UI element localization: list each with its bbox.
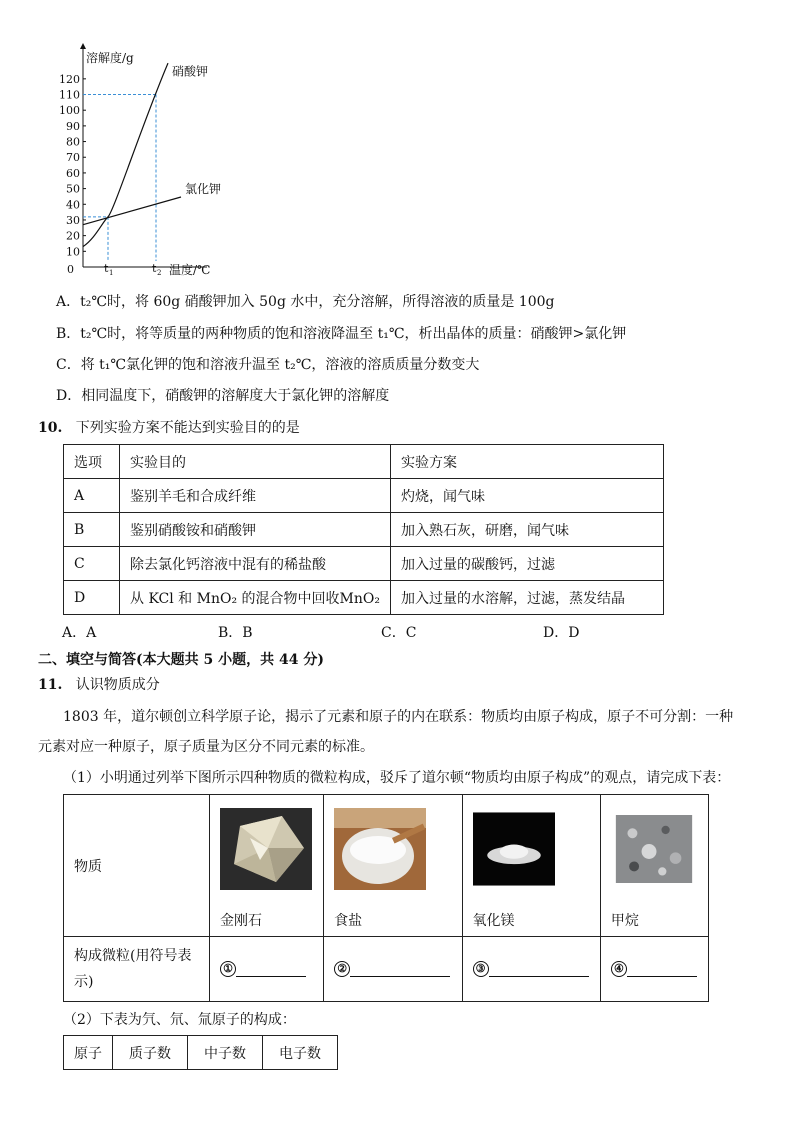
mgo-image-cell [462, 795, 600, 904]
q10-choice-a[interactable]: A．A [62, 625, 97, 641]
substance-name: 氧化镁 [462, 903, 600, 937]
x-tick-label: t [152, 262, 157, 275]
y-tick-label: 120 [59, 72, 80, 86]
methane-image-cell [600, 795, 708, 904]
kcl-curve-label: 氯化钾 [185, 182, 222, 197]
q11-paragraph: 1803 年，道尔顿创立科学原子论，揭示了元素和原子的内在联系：物质均由原子构成，原子不可分割：一种 [63, 709, 734, 725]
methane-image [611, 815, 697, 883]
table-cell: A [64, 479, 120, 513]
answer-blank-2[interactable] [324, 937, 462, 1002]
q11-stem [38, 675, 160, 695]
table-header-row [64, 1036, 338, 1070]
q10-table [63, 444, 664, 615]
circled-number-1: ① [220, 961, 236, 977]
answer-blank-3[interactable] [462, 937, 600, 1002]
y-tick-label: 50 [66, 182, 80, 196]
q9-option-a[interactable]: A．t₂℃时，将 60g 硝酸钾加入 50g 水中，充分溶解，所得溶液的质量是 100g [56, 294, 555, 310]
solubility-chart [55, 40, 255, 285]
table-cell: 加入过量的水溶解，过滤，蒸发结晶 [390, 581, 663, 615]
table-header: 选项 [64, 445, 120, 479]
x-axis-label: 温度/℃ [169, 263, 211, 277]
x-tick-subscript: 2 [157, 269, 162, 277]
answer-blank-1[interactable] [210, 937, 324, 1002]
table-header-row [64, 445, 664, 479]
kno3-curve [83, 63, 168, 246]
table-row-label: 构成微粒(用符号表示) [64, 937, 210, 1002]
kcl-curve [83, 197, 181, 225]
table-header: 电子数 [263, 1036, 338, 1070]
substance-name: 食盐 [324, 903, 462, 937]
table-row [64, 479, 664, 513]
y-tick-label: 10 [66, 245, 80, 259]
table-row [64, 513, 664, 547]
y-tick-label: 100 [59, 104, 80, 118]
diamond-image-cell [210, 795, 324, 904]
y-tick-label: 70 [66, 151, 80, 165]
blank-line[interactable] [627, 962, 697, 977]
y-tick-label: 60 [66, 166, 80, 180]
blank-line[interactable] [489, 962, 589, 977]
q11-paragraph: 元素对应一种原子，原子质量为区分不同元素的标准。 [38, 739, 374, 755]
q10-choice-b[interactable]: B．B [218, 625, 253, 641]
section-heading: 二、填空与简答(本大题共 5 小题，共 44 分) [38, 652, 324, 668]
q9-option-d[interactable]: D．相同温度下，硝酸钾的溶解度大于氯化钾的溶解度 [56, 388, 390, 404]
y-tick-label: 110 [59, 88, 80, 102]
q9-option-c[interactable]: C．将 t₁℃氯化钾的饱和溶液升温至 t₂℃，溶液的溶质质量分数变大 [56, 357, 480, 373]
table-cell: C [64, 547, 120, 581]
table-cell: 从 KCl 和 MnO₂ 的混合物中回收MnO₂ [120, 581, 391, 615]
q11-stem-text: 认识物质成分 [75, 677, 160, 693]
magnesium-oxide-image [473, 808, 555, 890]
kno3-curve-label: 硝酸钾 [172, 64, 209, 79]
table-header: 实验目的 [120, 445, 391, 479]
q10-stem-text: 下列实验方案不能达到实验目的的是 [75, 420, 300, 436]
q10-stem [38, 418, 300, 438]
y-tick-label: 90 [66, 119, 80, 133]
substance-name: 金刚石 [210, 903, 324, 937]
diamond-image [220, 808, 312, 890]
circled-number-3: ③ [473, 961, 489, 977]
table-row [64, 581, 664, 615]
circled-number-2: ② [334, 961, 350, 977]
table-cell: 鉴别硝酸铵和硝酸钾 [120, 513, 391, 547]
substance-name: 甲烷 [600, 903, 708, 937]
table-cell: B [64, 513, 120, 547]
y-tick-label: 30 [66, 213, 80, 227]
table-row [64, 937, 709, 1002]
answer-blank-4[interactable] [600, 937, 708, 1002]
q9-option-b[interactable]: B．t₂℃时，将等质量的两种物质的饱和溶液降温至 t₁℃，析出晶体的质量：硝酸钾>氯化钾 [56, 326, 627, 342]
q11-atom-table [63, 1035, 338, 1070]
blank-line[interactable] [236, 962, 306, 977]
salt-image [334, 808, 426, 890]
table-cell: 除去氯化钙溶液中混有的稀盐酸 [120, 547, 391, 581]
x-tick-subscript: 1 [109, 269, 114, 277]
q11-number: 11. [38, 677, 63, 693]
table-cell: 加入熟石灰，研磨，闻气味 [390, 513, 663, 547]
table-row [64, 795, 709, 904]
table-row [64, 547, 664, 581]
y-tick-label: 20 [66, 229, 80, 243]
q10-choice-c[interactable]: C．C [381, 625, 417, 641]
table-cell: D [64, 581, 120, 615]
table-cell: 加入过量的碳酸钙，过滤 [390, 547, 663, 581]
table-header: 实验方案 [390, 445, 663, 479]
y-axis-label: 溶解度/g [86, 51, 134, 65]
table-cell: 鉴别羊毛和合成纤维 [120, 479, 391, 513]
x-tick-label: t [104, 262, 109, 275]
q10-number: 10. [38, 420, 63, 436]
table-row-label: 物质 [64, 795, 210, 937]
q10-choice-d[interactable]: D．D [543, 625, 580, 641]
q11-substance-table [63, 794, 709, 1002]
circled-number-4: ④ [611, 961, 627, 977]
salt-image-cell [324, 795, 462, 904]
table-cell: 灼烧，闻气味 [390, 479, 663, 513]
y-tick-label: 80 [66, 135, 80, 149]
table-header: 原子 [64, 1036, 113, 1070]
origin-label: 0 [67, 263, 74, 276]
blank-line[interactable] [350, 962, 450, 977]
table-header: 中子数 [188, 1036, 263, 1070]
q11-sub1: （1）小明通过列举下图所示四种物质的微粒构成，驳斥了道尔顿“物质均由原子构成”的观点，请完成下表： [63, 770, 731, 786]
q11-sub2: （2）下表为氕、氘、氚原子的构成： [63, 1012, 296, 1028]
table-header: 质子数 [113, 1036, 188, 1070]
y-tick-label: 40 [66, 198, 80, 212]
